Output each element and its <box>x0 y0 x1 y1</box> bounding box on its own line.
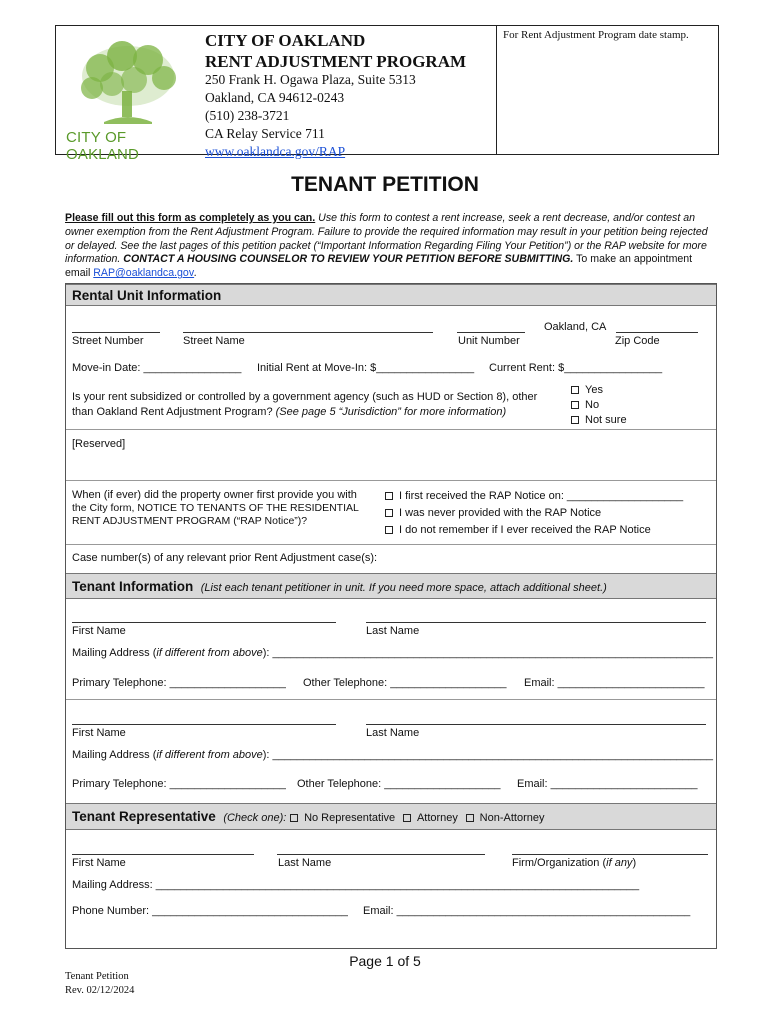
attorney-option[interactable] <box>403 812 458 824</box>
firm-note: if any <box>606 857 633 869</box>
no-checkbox[interactable] <box>571 401 579 409</box>
mailing-blank: ): ________________________________________________________________________ <box>262 647 714 659</box>
relay-service: CA Relay Service 711 <box>205 126 325 141</box>
rep-last-name-field[interactable] <box>277 854 485 855</box>
subsidized-question-text: than Oakland Rent Adjustment Program? <box>72 406 276 418</box>
yes-label: Yes <box>585 384 603 396</box>
rap-notice-question-line3: RENT ADJUSTMENT PROGRAM (“RAP Notice”)? <box>72 515 308 527</box>
program-name: RENT ADJUSTMENT PROGRAM <box>205 52 467 71</box>
subsidized-no-option[interactable] <box>571 399 599 411</box>
yes-checkbox[interactable] <box>571 386 579 394</box>
representative-title: Tenant Representative <box>72 809 216 824</box>
revision-date: Rev. 02/12/2024 <box>65 985 135 996</box>
no-representative-label: No Representative <box>304 812 396 824</box>
rap-notice-unsure-option[interactable] <box>385 524 651 536</box>
divider <box>66 699 716 700</box>
zip-code-label: Zip Code <box>615 335 660 347</box>
move-in-date-field[interactable]: Move-in Date: ________________ <box>72 362 242 374</box>
tenant1-last-name-field[interactable] <box>366 622 706 623</box>
tenant-info-heading <box>72 579 607 594</box>
attorney-checkbox[interactable] <box>403 814 411 822</box>
instructions-body: Use this form to contest a rent increase, seek a rent decrease, and/or contest an owner exemption from the Rent Adjustment Program. Failure to provide the required information may result in your petition being rejected or delayed. See the last pages of this petition packet (“Important Information Regarding Filing Your Petition”) or the RAP website for more information. <box>65 212 708 266</box>
rep-email-field[interactable]: Email: ________________________________________________ <box>363 905 691 917</box>
instructions-warning: CONTACT A HOUSING COUNSELOR TO REVIEW YOUR PETITION BEFORE SUBMITTING. <box>123 253 574 266</box>
rap-notice-received-option[interactable] <box>385 490 683 502</box>
street-name-label: Street Name <box>183 335 245 347</box>
page-number: Page 1 of 5 <box>349 953 421 969</box>
logo-text: CITY OF OAKLAND <box>66 129 140 163</box>
program-address <box>205 71 416 161</box>
received-label: I first received the RAP Notice on: ___________________ <box>399 490 684 502</box>
mailing-note: if different from above <box>156 647 263 659</box>
header-divider <box>496 25 497 155</box>
city-of-oakland-logo <box>64 36 192 163</box>
unit-number-field[interactable] <box>457 332 525 333</box>
instructions <box>65 212 715 281</box>
subsidized-question: Is your rent subsidized or controlled by a government agency (such as HUD or Section 8), other <box>72 391 538 403</box>
subsidized-yes-option[interactable] <box>571 384 603 396</box>
non-attorney-option[interactable] <box>466 812 545 824</box>
rep-mailing-address-field[interactable]: Mailing Address: _______________________________________________________________________________ <box>72 879 640 891</box>
rep-firm-field[interactable] <box>512 854 708 855</box>
date-stamp-note: For Rent Adjustment Program date stamp. <box>503 29 689 41</box>
street-number-label: Street Number <box>72 335 144 347</box>
never-label: I was never provided with the RAP Notice <box>399 507 602 519</box>
case-numbers-field[interactable]: Case number(s) of any relevant prior Rent Adjustment case(s): <box>72 552 378 564</box>
tenant1-mailing-address-field[interactable] <box>72 647 713 659</box>
instructions-tail: To make an appointment email <box>65 253 693 280</box>
check-one-note: (Check one): <box>223 812 287 824</box>
page-title: TENANT PETITION <box>291 173 479 196</box>
tenant2-email-field[interactable]: Email: ________________________ <box>517 778 698 790</box>
rep-first-name-label: First Name <box>72 857 126 869</box>
unsure-label: I do not remember if I ever received the RAP Notice <box>399 524 651 536</box>
rep-firm-label <box>512 857 636 869</box>
never-checkbox[interactable] <box>385 509 393 517</box>
city-state-zip: Oakland, CA 94612-0243 <box>205 90 345 105</box>
tenant1-email-field[interactable]: Email: ________________________ <box>524 677 705 689</box>
program-title <box>205 30 466 72</box>
city-name: CITY OF OAKLAND <box>205 31 366 50</box>
rap-notice-question-line2: the City form, NOTICE TO TENANTS OF THE RESIDENTIAL <box>72 502 359 514</box>
representative-section-header <box>66 803 716 830</box>
no-representative-checkbox[interactable] <box>290 814 298 822</box>
tenant-info-section-header <box>66 573 716 599</box>
jurisdiction-reference: (See page 5 “Jurisdiction” for more information) <box>275 406 507 418</box>
phone-number: (510) 238-3721 <box>205 108 290 123</box>
rep-phone-field[interactable]: Phone Number: ________________________________ <box>72 905 348 917</box>
rap-email-link[interactable]: RAP@oaklandca.gov <box>93 267 195 280</box>
mailing-label: Mailing Address ( <box>72 647 157 659</box>
reserved-label: [Reserved] <box>72 438 126 450</box>
divider <box>66 429 716 430</box>
not-sure-label: Not sure <box>585 414 627 426</box>
street-number-field[interactable] <box>72 332 160 333</box>
mailing-note: if different from above <box>156 749 263 761</box>
tenant1-first-name-label: First Name <box>72 625 126 637</box>
rental-unit-heading: Rental Unit Information <box>72 288 222 303</box>
no-label: No <box>585 399 600 411</box>
non-attorney-checkbox[interactable] <box>466 814 474 822</box>
rep-last-name-label: Last Name <box>278 857 332 869</box>
initial-rent-field[interactable]: Initial Rent at Move-In: $________________ <box>257 362 475 374</box>
tenant2-first-name-label: First Name <box>72 727 126 739</box>
unit-number-label: Unit Number <box>458 335 520 347</box>
tenant1-other-telephone-field[interactable]: Other Telephone: ___________________ <box>303 677 507 689</box>
street-name-field[interactable] <box>183 332 433 333</box>
divider <box>66 480 716 481</box>
tenant2-last-name-label: Last Name <box>366 727 420 739</box>
tenant-info-title: Tenant Information <box>72 579 194 594</box>
representative-heading <box>72 809 544 824</box>
document-name: Tenant Petition <box>65 971 129 982</box>
street-address: 250 Frank H. Ogawa Plaza, Suite 5313 <box>205 72 416 87</box>
rap-notice-question: When (if ever) did the property owner first provide you with <box>72 489 357 501</box>
subsidized-question-line2 <box>72 406 506 418</box>
firm-label: Firm/Organization ( <box>512 857 607 869</box>
zip-code-field[interactable] <box>616 332 698 333</box>
tenant2-primary-telephone-field[interactable]: Primary Telephone: ___________________ <box>72 778 286 790</box>
tenant1-primary-telephone-field[interactable]: Primary Telephone: ___________________ <box>72 677 286 689</box>
rap-website-link[interactable]: www.oaklandca.gov/RAP <box>205 144 346 159</box>
tenant1-first-name-field[interactable] <box>72 622 336 623</box>
no-representative-option[interactable] <box>290 812 395 824</box>
non-attorney-label: Non-Attorney <box>479 812 545 824</box>
mailing-label: Mailing Address ( <box>72 749 157 761</box>
subsidized-not-sure-option[interactable] <box>571 414 627 426</box>
tenant2-last-name-field[interactable] <box>366 724 706 725</box>
instructions-lead: Please fill out this form as completely as you can. <box>65 212 316 224</box>
tenant-info-note: (List each tenant petitioner in unit. If you need more space, attach additional sheet.) <box>200 582 607 594</box>
current-rent-field[interactable]: Current Rent: $________________ <box>489 362 663 374</box>
attorney-label: Attorney <box>416 812 458 824</box>
tenant2-mailing-address-field[interactable] <box>72 749 713 761</box>
received-checkbox[interactable] <box>385 492 393 500</box>
rap-notice-never-option[interactable] <box>385 507 601 519</box>
document-footer <box>65 970 134 998</box>
tenant2-first-name-field[interactable] <box>72 724 336 725</box>
mailing-blank: ): ________________________________________________________________________ <box>262 749 714 761</box>
rental-unit-section-header <box>66 284 716 306</box>
not-sure-checkbox[interactable] <box>571 416 579 424</box>
tenant1-last-name-label: Last Name <box>366 625 420 637</box>
firm-close: ) <box>632 857 637 869</box>
instructions-end: . <box>194 267 198 280</box>
unsure-checkbox[interactable] <box>385 526 393 534</box>
rep-first-name-field[interactable] <box>72 854 254 855</box>
divider <box>66 544 716 545</box>
tenant2-other-telephone-field[interactable]: Other Telephone: ___________________ <box>297 778 501 790</box>
city-label: Oakland, CA <box>544 321 607 333</box>
petition-form <box>65 283 717 949</box>
